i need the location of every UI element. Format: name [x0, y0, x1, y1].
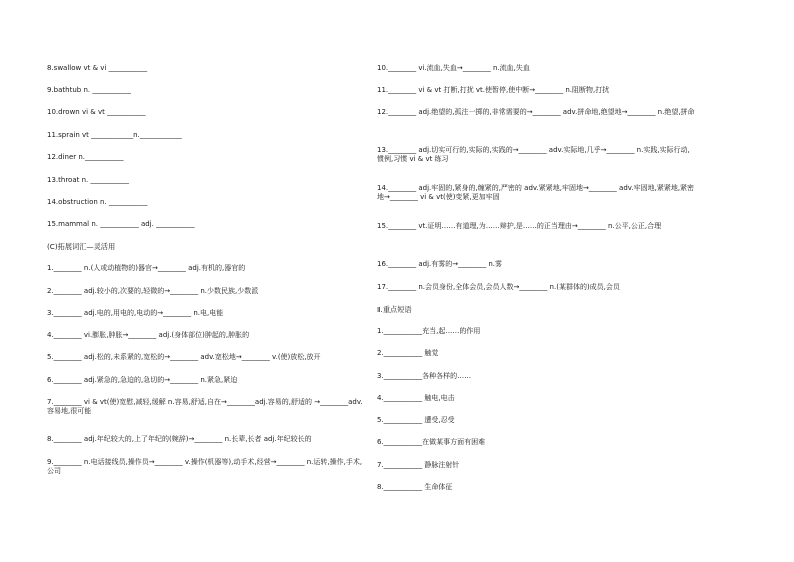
- phrase-item-3: 3.___________各种各样的……: [377, 372, 472, 380]
- vocab-item-14: 14.obstruction n. ___________: [47, 198, 148, 206]
- section-heading-extended-vocab: (C)拓展词汇—灵活用: [47, 242, 116, 251]
- phrase-item-7: 7.___________ 静脉注射针: [377, 461, 460, 469]
- vocab-item-11: 11.sprain vt ____________n.____________: [47, 131, 182, 139]
- phrase-item-2: 2.___________ 触觉: [377, 349, 439, 357]
- phrase-item-5: 5.___________ 遭受,忍受: [377, 416, 455, 424]
- extended-item-3: 3.________ adj.电的,用电的,电动的→________ n.电,电能: [47, 309, 224, 317]
- extended-item-11: 11.________ vi & vt 打断,打扰 vt.使暂停,使中断→________ n.阻断物,打扰: [377, 86, 610, 94]
- section-heading-key-phrases: Ⅱ.重点短语: [377, 305, 412, 314]
- extended-item-4: 4.________ vi.膨胀,肿胀→________ adj.(身体部位)肿起的,肿胀的: [47, 331, 250, 339]
- extended-item-8: 8.________ adj.年纪较大的,上了年纪的(婉辞)→________ n.长辈,长者 adj.年纪较长的: [47, 435, 312, 443]
- extended-item-5: 5.________ adj.松的,未系紧的,宽松的→________ adv.宽松地→________ v.(使)放松,放开: [47, 353, 321, 361]
- extended-item-14: 14.________ adj.牢固的,紧身的,缠紧的,严密的 adv.紧紧地,牢固地→________ adv.牢固地,紧紧地,紧密地→________ vi & vt(使)变紧,更加牢固: [377, 184, 695, 201]
- extended-item-17: 17.________ n.会员身份,全体会员,会员人数→________ n.(某群体的)成员,会员: [377, 283, 620, 291]
- extended-item-13: 13.________ adj.切实可行的,实际的,实践的→________ adv.实际地,几乎→________ n.实践,实际行动,惯例,习惯 vi & vt 练习: [377, 146, 690, 163]
- extended-item-16: 16.________ adj.有雾的→________ n.雾: [377, 260, 503, 268]
- extended-item-15: 15.________ vt.证明……有道理,为……辩护,是……的正当理由→________ n.公平,公正,合理: [377, 222, 662, 230]
- extended-item-2: 2.________ adj.较小的,次要的,轻微的→________ n.少数民族,少数派: [47, 287, 259, 295]
- extended-item-6: 6.________ adj.紧急的,急迫的,急切的→________ n.紧急,紧迫: [47, 376, 238, 384]
- extended-item-12: 12.________ adj.绝望的,孤注一掷的,非常需要的→________ adv.拼命地,绝望地→________ n.绝望,拼命: [377, 108, 695, 116]
- extended-item-9: 9.________ n.电话接线员,操作员→________ v.操作(机器等),动手术,经营→________ n.运转,操作,手术,公司: [47, 458, 363, 475]
- extended-item-10: 10.________ vi.流血,失血→________ n.流血,失血: [377, 64, 530, 72]
- phrase-item-6: 6.___________在做某事方面有困难: [377, 438, 486, 446]
- vocab-item-9: 9.bathtub n. ___________: [47, 86, 131, 94]
- vocab-item-15: 15.mammal n. ___________ adj. ___________: [47, 220, 195, 228]
- vocab-item-13: 13.throat n. ___________: [47, 176, 129, 184]
- vocab-item-12: 12.diner n.___________: [47, 153, 124, 161]
- vocab-item-8: 8.swallow vt & vi ___________: [47, 64, 148, 72]
- phrase-item-1: 1.___________充当,起……的作用: [377, 327, 481, 335]
- extended-item-1: 1.________ n.(人或动植物的)器官→________ adj.有机的,器官的: [47, 264, 246, 272]
- phrase-item-8: 8.___________ 生命体征: [377, 483, 453, 491]
- phrase-item-4: 4.___________ 触电,电击: [377, 394, 455, 402]
- vocab-item-10: 10.drown vi & vt ___________: [47, 108, 146, 116]
- extended-item-7: 7.________ vi & vt(使)宽慰,减轻,缓解 n.容易,舒适,自在→________adj.容易的,舒适的 →________adv.容易地,很可能: [47, 398, 363, 415]
